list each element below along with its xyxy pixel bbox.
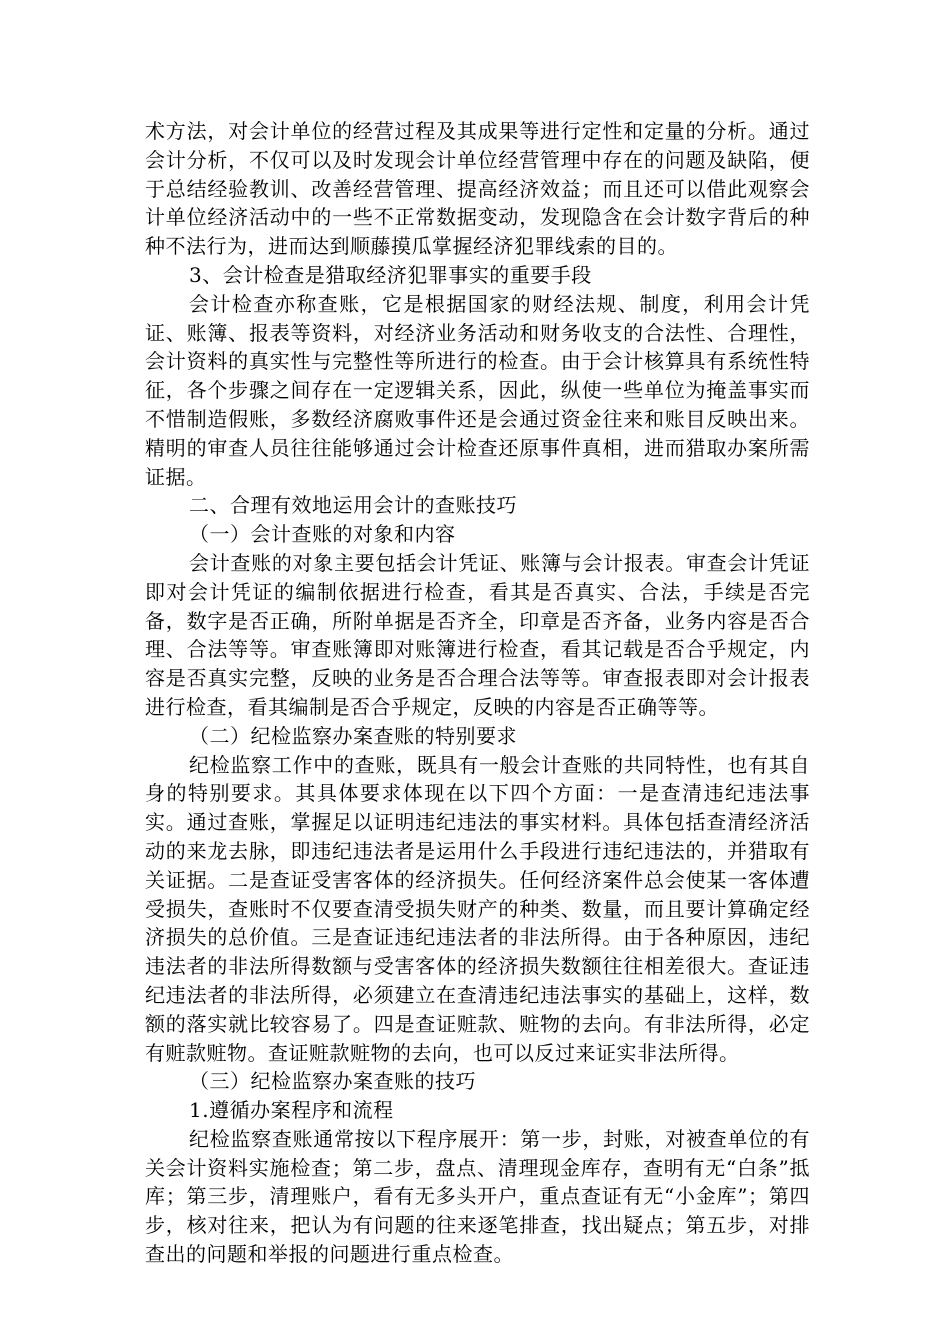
document-page	[145, 117, 810, 1269]
body-paragraph-objects-content: 会计查账的对象主要包括会计凭证、账簿与会计报表。审查会计凭证即对会计凭证的编制依据进行检查，看其是否真实、合法，手续是否完备，数字是否正确，所附单据是否齐全，印章是否齐备，业务内容是否合理、合法等等。审查账簿即对账簿进行检查，看其记载是否合乎规定，内容是否真实完整，反映的业务是否合理合法等等。审查报表即对会计报表进行检查，看其编制是否合乎规定，反映的内容是否正确等等。	[145, 550, 810, 719]
body-paragraph-special-requirements: 纪检监察工作中的查账，既具有一般会计查账的共同特性，也有其自身的特别要求。其具体要求体现在以下四个方面：一是查清违纪违法事实。通过查账，掌握足以证明违纪违法的事实材料。具体包括查清经济活动的来龙去脉，即违纪违法者是运用什么手段进行违纪违法的，并猎取有关证据。二是查证受害客体的经济损失。任何经济案件总会使某一客体遭受损失，查账时不仅要查清受损失财产的种类、数量，而且要计算确定经济损失的总价值。三是查证违纪违法者的非法所得。由于各种原因，违纪违法者的非法所得数额与受害客体的经济损失数额往往相差很大。查证违纪违法者的非法所得，必须建立在查清违纪违法事实的基础上，这样，数额的落实就比较容易了。四是查证赃款、赃物的去向。有非法所得，必定有赃款赃物。查证赃款赃物的去向，也可以反过来证实非法所得。	[145, 752, 810, 1065]
subsection-heading-audit-techniques: （三）纪检监察办案查账的技巧	[189, 1069, 476, 1094]
section-heading-audit-skills: 二、合理有效地运用会计的查账技巧	[189, 493, 517, 518]
item-heading-procedure: 1.遵循办案程序和流程	[189, 1098, 394, 1123]
subsection-heading-objects-content: （一）会计查账的对象和内容	[189, 522, 456, 547]
section-heading-accounting-inspection: 3、会计检查是猎取经济犯罪事实的重要手段	[189, 262, 592, 287]
body-paragraph-accounting-inspection: 会计检查亦称查账，它是根据国家的财经法规、制度，利用会计凭证、账簿、报表等资料，对经济业务活动和财务收支的合法性、合理性，会计资料的真实性与完整性等所进行的检查。由于会计核算具有系统性特征，各个步骤之间存在一定逻辑关系，因此，纵使一些单位为掩盖事实而不惜制造假账，多数经济腐败事件还是会通过资金往来和账目反映出来。精明的审查人员往往能够通过会计检查还原事件真相，进而猎取办案所需证据。	[145, 291, 810, 489]
body-paragraph-procedure: 纪检监察查账通常按以下程序展开：第一步，封账，对被查单位的有关会计资料实施检查；第二步，盘点、清理现金库存，查明有无“白条”抵库；第三步，清理账户，看有无多头开户，重点查证有无“小金库”；第四步，核对往来，把认为有问题的往来逐笔排查，找出疑点；第五步，对排查出的问题和举报的问题进行重点检查。	[145, 1126, 810, 1267]
subsection-heading-special-requirements: （二）纪检监察办案查账的特别要求	[189, 723, 517, 748]
body-paragraph-continuation: 术方法，对会计单位的经营过程及其成果等进行定性和定量的分析。通过会计分析，不仅可以及时发现会计单位经营管理中存在的问题及缺陷，便于总结经验教训、改善经营管理、提高经济效益；而且还可以借此观察会计单位经济活动中的一些不正常数据变动，发现隐含在会计数字背后的种种不法行为，进而达到顺藤摸瓜掌握经济犯罪线索的目的。	[145, 119, 810, 259]
